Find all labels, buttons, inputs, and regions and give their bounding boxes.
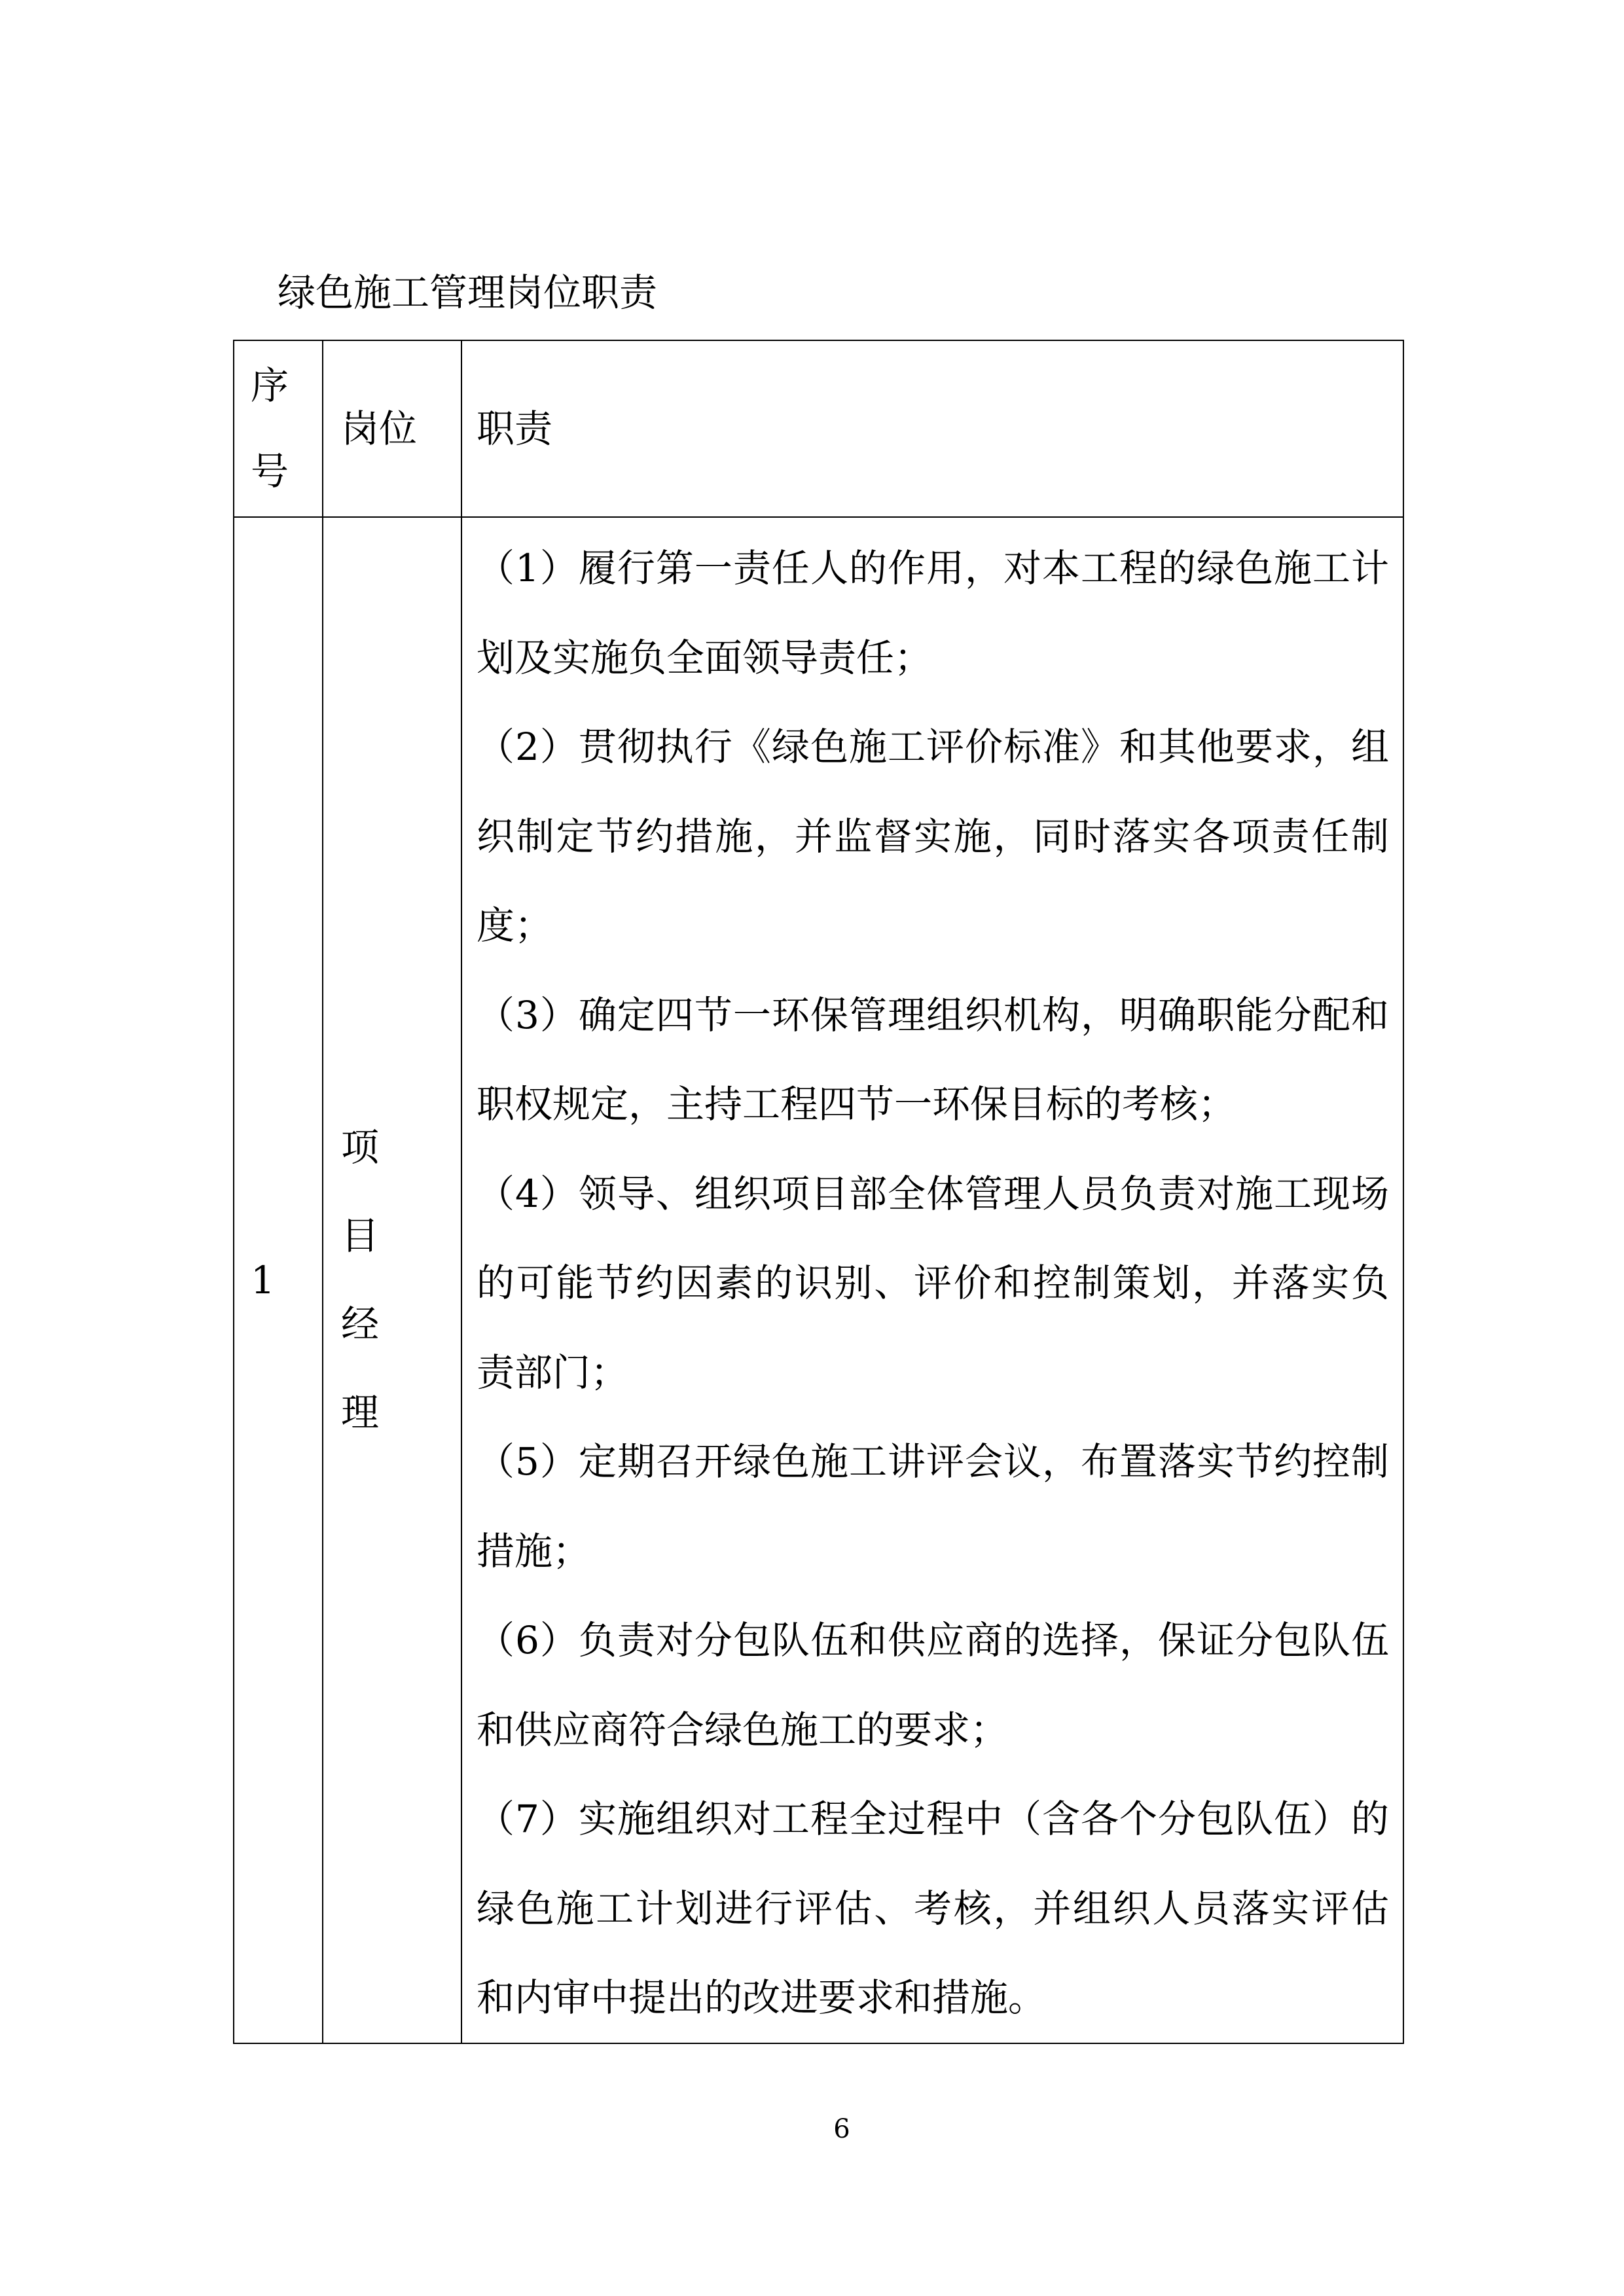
duties-table <box>233 340 1404 2044</box>
table-header-row <box>234 340 1403 517</box>
duty-item <box>477 524 1388 702</box>
duty-item <box>477 702 1388 971</box>
row-position: 项目经理 <box>341 1124 380 1435</box>
duty-line: （7）实施组织对工程全过程中（含各个分包队伍）的 <box>477 1797 1389 1841</box>
duty-line: 划及实施负全面领导责任； <box>477 635 933 680</box>
duty-item <box>477 1596 1388 1774</box>
header-cell-position <box>323 340 461 517</box>
row-seq-cell <box>234 517 323 2043</box>
duty-line: （3）确定四节一环保管理组织机构，明确职能分配和 <box>477 992 1389 1037</box>
duty-line: （6）负责对分包队伍和供应商的选择，保证分包队伍 <box>477 1618 1389 1662</box>
header-cell-duties <box>461 340 1403 517</box>
duty-line: （2）贯彻执行《绿色施工评价标准》和其他要求，组 <box>477 725 1389 769</box>
duty-item <box>477 971 1388 1149</box>
duty-line: （4）领导、组织项目部全体管理人员负责对施工现场 <box>477 1171 1389 1216</box>
duty-line: 绿色施工计划进行评估、考核，并组织人员落实评估 <box>477 1886 1389 1931</box>
duty-line: 的可能节约因素的识别、评价和控制策划，并落实负 <box>477 1261 1389 1305</box>
row-seq: 1 <box>251 1257 275 1302</box>
duty-line: 责部门； <box>477 1350 629 1395</box>
duty-line: 度； <box>477 903 553 948</box>
duty-item <box>477 1149 1388 1418</box>
duty-line: （1）履行第一责任人的作用，对本工程的绿色施工计 <box>477 546 1389 590</box>
header-seq-label: 序号 <box>251 363 289 493</box>
duty-line: 和内审中提出的改进要求和措施。 <box>477 1975 1047 2020</box>
header-cell-seq <box>234 340 323 517</box>
duty-line: 措施； <box>477 1528 591 1573</box>
page-number: 6 <box>833 2114 850 2144</box>
header-duties-label: 职责 <box>477 406 553 451</box>
duty-line: （5）定期召开绿色施工讲评会议，布置落实节约控制 <box>477 1439 1389 1484</box>
table-row <box>234 517 1403 2043</box>
duty-item <box>477 1417 1388 1596</box>
row-position-cell <box>323 517 461 2043</box>
duty-line: 和供应商符合绿色施工的要求； <box>477 1707 1009 1752</box>
page-title: 绿色施工管理岗位职责 <box>278 270 658 315</box>
duty-item <box>477 1774 1388 2043</box>
duty-line: 织制定节约措施，并监督实施，同时落实各项责任制 <box>477 814 1389 859</box>
duty-line: 职权规定，主持工程四节一环保目标的考核； <box>477 1082 1236 1126</box>
header-position-label: 岗位 <box>341 406 418 451</box>
row-duties-cell <box>461 517 1403 2043</box>
